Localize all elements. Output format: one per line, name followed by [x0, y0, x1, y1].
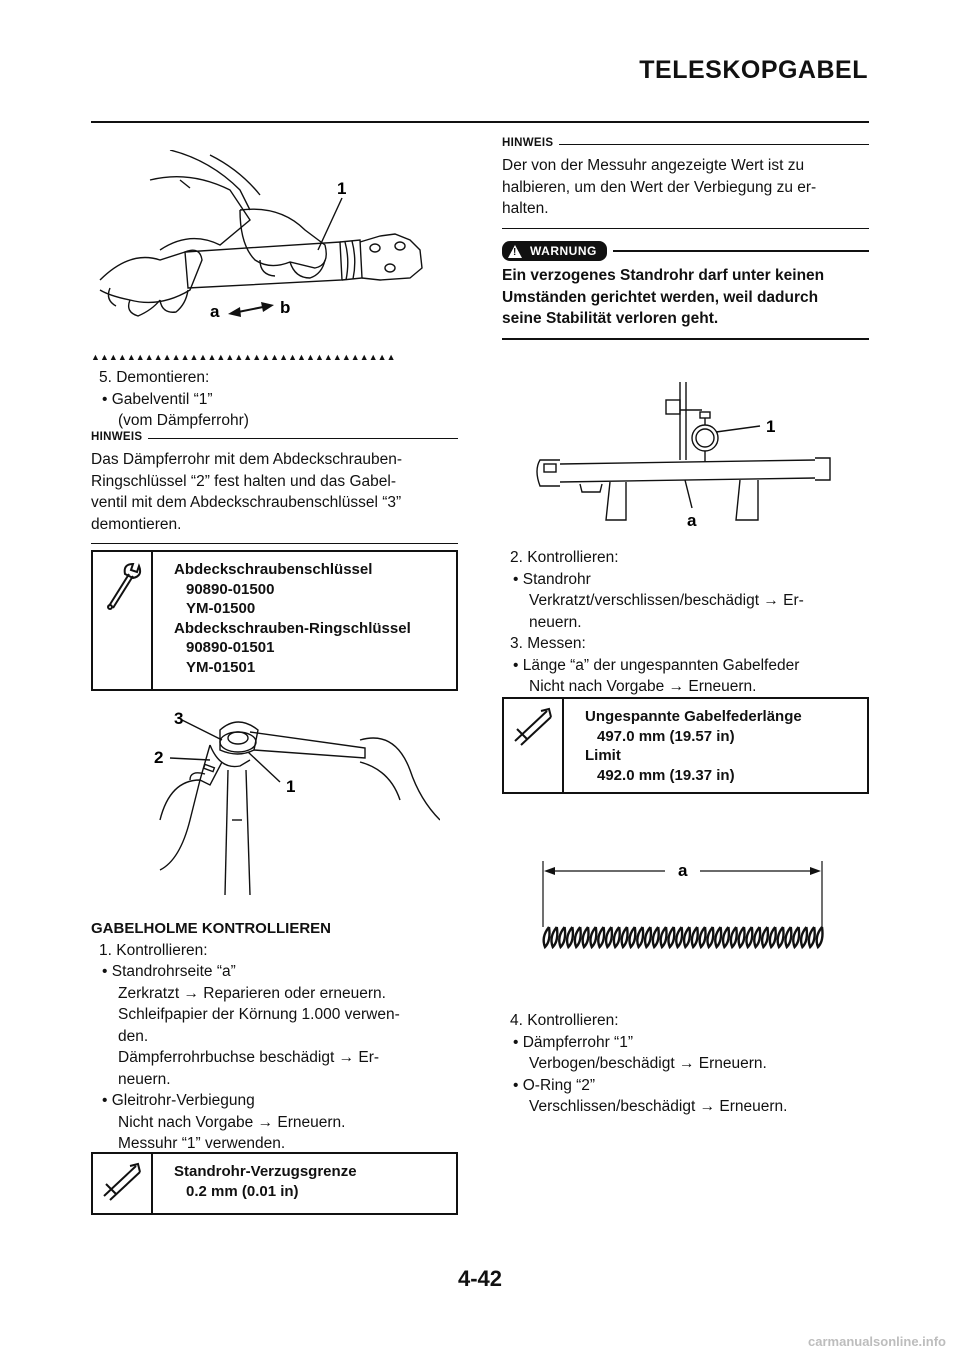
step-line: Nicht nach Vorgabe → Erneuern. [529, 678, 757, 695]
spec-tool-name: Abdeckschrauben-Ringschlüssel [174, 619, 411, 637]
step-1-bullet-1: • Standrohrseite “a” [102, 963, 236, 980]
hinweis-line: Ringschlüssel “2” fest halten und das Gabel- [91, 472, 396, 490]
spring-coil [778, 927, 784, 947]
step-line: den. [118, 1027, 149, 1045]
warning-line: Umständen gerichtet werden, weil dadurch [502, 288, 819, 306]
warning-line: seine Stabilität verloren geht. [502, 310, 719, 327]
hinweis-line: Das Dämpferrohr mit dem Abdeckschrauben- [91, 451, 402, 468]
step-4 [502, 1010, 872, 1118]
step-line: Dämpferrohrbuchse beschädigt → Er- [118, 1049, 380, 1066]
step-line: Verbogen/beschädigt → Erneuern. [529, 1055, 767, 1072]
step-5-title: 5. Demontieren: [99, 369, 210, 386]
spec-tool-number: 90890-01501 [186, 639, 275, 656]
spec-box-spring-length [502, 697, 869, 794]
steps-2-3 [502, 547, 872, 698]
warning-line: Ein verzogenes Standrohr darf unter keinen [502, 267, 825, 284]
spec-tool-number: YM-01501 [186, 658, 256, 676]
spring-coil [622, 927, 628, 947]
spring-coil [770, 927, 776, 947]
fig2-label-1: 1 [286, 777, 296, 796]
wrench-icon [93, 552, 153, 689]
spring-coil [684, 927, 690, 947]
spec-name: Ungespannte Gabelfederlänge [585, 708, 802, 725]
watermark: carmanualsonline.info [808, 1334, 946, 1349]
figure-dial-gauge [530, 380, 840, 530]
spring-coil [567, 927, 573, 947]
spring-coil [754, 927, 760, 947]
fig3-label-1: 1 [766, 417, 776, 436]
spec-box-runout-limit [91, 1152, 458, 1215]
step-3-title: 3. Messen: [510, 635, 586, 652]
spring-coil [598, 927, 604, 947]
step-4-title: 4. Kontrollieren: [510, 1012, 619, 1029]
step-line: Verschlissen/beschädigt → Erneuern. [529, 1098, 788, 1115]
spec-name: Limit [585, 747, 621, 764]
spec-tool-number: YM-01500 [186, 600, 256, 617]
step-line: Nicht nach Vorgabe → Erneuern. [118, 1113, 346, 1131]
fig4-label-a: a [678, 861, 688, 880]
hinweis-line: demontieren. [91, 515, 182, 533]
step-4-bullet-2: • O-Ring “2” [513, 1076, 596, 1094]
spring-coil [614, 927, 620, 947]
spring-coil [692, 927, 698, 947]
hinweis-header [91, 431, 458, 443]
step-line: Zerkratzt → Reparieren oder erneuern. [118, 984, 386, 1002]
spring-coil [637, 927, 643, 947]
warning-badge-label: WARNUNG [530, 244, 597, 258]
step-2-bullet: • Standrohr [513, 570, 591, 588]
spring-coil [661, 927, 667, 947]
spec-value: 497.0 mm (19.57 in) [597, 727, 735, 745]
spring-coil [809, 927, 815, 947]
hinweis-line: halbieren, um den Wert der Verbiegung zu er- [502, 178, 817, 196]
step-line: Messuhr “1” verwenden. [118, 1135, 286, 1152]
step-line: neuern. [118, 1070, 171, 1088]
hinweis-label: HINWEIS [502, 137, 554, 149]
spring-coil [551, 927, 557, 947]
spring-coil [629, 927, 635, 947]
spring-coil [785, 927, 791, 947]
page-title: TELESKOPGABEL [639, 56, 868, 84]
spring-coil [575, 927, 581, 947]
hinweis-label: HINWEIS [91, 431, 143, 443]
step-line: Verkratzt/verschlissen/beschädigt → Er- [529, 592, 804, 609]
hinweis-line: halten. [502, 200, 549, 217]
fig2-label-2: 2 [154, 748, 164, 767]
hinweis-note-1 [91, 431, 458, 544]
hinweis-line: ventil mit dem Abdeckschraubenschlüssel “3” [91, 494, 402, 511]
spec-tool-number: 90890-01500 [186, 580, 275, 598]
spring-coil [700, 927, 706, 947]
spring-coil [746, 927, 752, 947]
spring-coil [645, 927, 651, 947]
warning-badge [502, 241, 607, 261]
fig1-label-1: 1 [337, 179, 347, 198]
spring-coil [801, 927, 807, 947]
step-4-bullet-1: • Dämpferrohr “1” [513, 1033, 633, 1051]
spring-coil [707, 927, 713, 947]
fig3-label-a: a [687, 511, 697, 530]
spring-coil [544, 927, 550, 947]
figure-fork-spring [535, 855, 835, 955]
section-fork-legs [91, 918, 461, 1155]
step-line: Schleifpapier der Körnung 1.000 verwen- [118, 1006, 400, 1023]
spring-coil [817, 927, 823, 947]
figure-fork-valve-removal [90, 150, 450, 330]
caution-end-marker: ▲▲▲▲▲▲▲▲▲▲▲▲▲▲▲▲▲▲▲▲▲▲▲▲▲▲▲▲▲▲▲▲▲▲ [91, 352, 396, 362]
spring-coil [739, 927, 745, 947]
hinweis-note-2 [502, 137, 869, 229]
figure-wrench-usage [150, 700, 440, 895]
spring-coil [762, 927, 768, 947]
hinweis-header [502, 137, 869, 149]
spring-coil [590, 927, 596, 947]
spring-coil [793, 927, 799, 947]
step-5-sub: (vom Dämpferrohr) [118, 412, 249, 429]
step-5-bullet: • Gabelventil “1” [102, 390, 213, 408]
step-1-bullet-2: • Gleitrohr-Verbiegung [102, 1092, 255, 1109]
section-heading: GABELHOLME KONTROLLIEREN [91, 920, 331, 937]
hinweis-line: Der von der Messuhr angezeigte Wert ist zu [502, 157, 805, 174]
spec-box-tools [91, 550, 458, 691]
caliper-icon [93, 1154, 153, 1213]
step-line: neuern. [529, 613, 582, 631]
spec-tool-name: Abdeckschraubenschlüssel [174, 561, 373, 578]
step-1-title: 1. Kontrollieren: [99, 941, 208, 959]
fig1-label-b: b [280, 298, 291, 317]
warning-triangle-icon: ! [508, 245, 522, 258]
spec-value: 492.0 mm (19.37 in) [597, 766, 735, 784]
spring-coil [723, 927, 729, 947]
step-5 [91, 367, 461, 432]
header-rule [91, 121, 869, 123]
warning-box [502, 241, 869, 340]
spring-coil [731, 927, 737, 947]
caliper-icon [504, 699, 564, 792]
spring-coil [653, 927, 659, 947]
spring-coil [668, 927, 674, 947]
spring-coil [606, 927, 612, 947]
spring-coil [583, 927, 589, 947]
step-2-title: 2. Kontrollieren: [510, 549, 619, 566]
step-3-bullet: • Länge “a” der ungespannten Gabelfeder [513, 656, 800, 674]
spec-name: Standrohr-Verzugsgrenze [174, 1163, 357, 1180]
fig1-label-a: a [210, 302, 220, 321]
fig2-label-3: 3 [174, 709, 184, 728]
spring-coil [559, 927, 565, 947]
spec-value: 0.2 mm (0.01 in) [186, 1182, 299, 1200]
page-number: 4-42 [457, 1266, 503, 1291]
spring-coil [676, 927, 682, 947]
spring-coil [715, 927, 721, 947]
